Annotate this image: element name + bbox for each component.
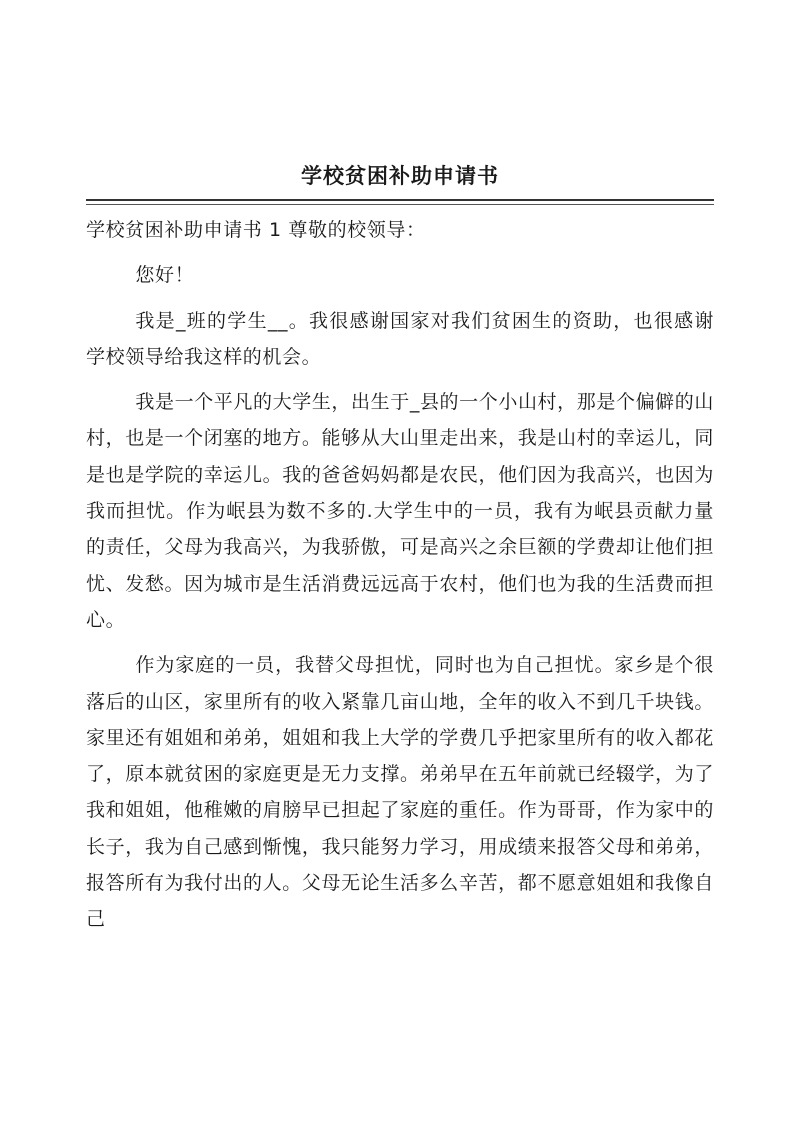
document-body [86, 212, 714, 947]
paragraph: 我是一个平凡的大学生，出生于_县的一个小山村，那是个偏僻的山村，也是一个闭塞的地方。能够从大山里走出来，我是山村的幸运儿，同是也是学院的幸运儿。我的爸爸妈妈都是农民，他们因为我高兴，也因为我而担忧。作为岷县为数不多的.大学生中的一员，我有为岷县贡献力量的责任，父母为我高兴，为我骄傲，可是高兴之余巨额的学费却让他们担忧、发愁。因为城市是生活消费远远高于农村，他们也为我的生活费而担心。 [86, 391, 714, 631]
title-divider-thin [86, 204, 714, 205]
document-title: 学校贫困补助申请书 [301, 163, 499, 188]
paragraph: 作为家庭的一员，我替父母担忧，同时也为自己担忧。家乡是个很落后的山区，家里所有的收入紧靠几亩山地，全年的收入不到几千块钱。家里还有姐姐和弟弟，姐姐和我上大学的学费几乎把家里所有的收入都花了，原本就贫困的家庭更是无力支撑。弟弟早在五年前就已经辍学，为了我和姐姐，他稚嫩的肩膀早已担起了家庭的重任。作为哥哥，作为家中的长子，我为自己感到惭愧，我只能努力学习，用成绩来报答父母和弟弟，报答所有为我付出的人。父母无论生活多么辛苦，都不愿意姐姐和我像自己 [86, 654, 714, 931]
paragraph-heading-line: 学校贫困补助申请书 1 尊敬的校领导： [86, 219, 426, 241]
paragraph: 我是_班的学生__。我很感谢国家对我们贫困生的资助，也很感谢学校领导给我这样的机会。 [86, 309, 714, 368]
title-divider-thick [86, 199, 714, 201]
paragraph-greeting: 您好！ [135, 264, 195, 287]
